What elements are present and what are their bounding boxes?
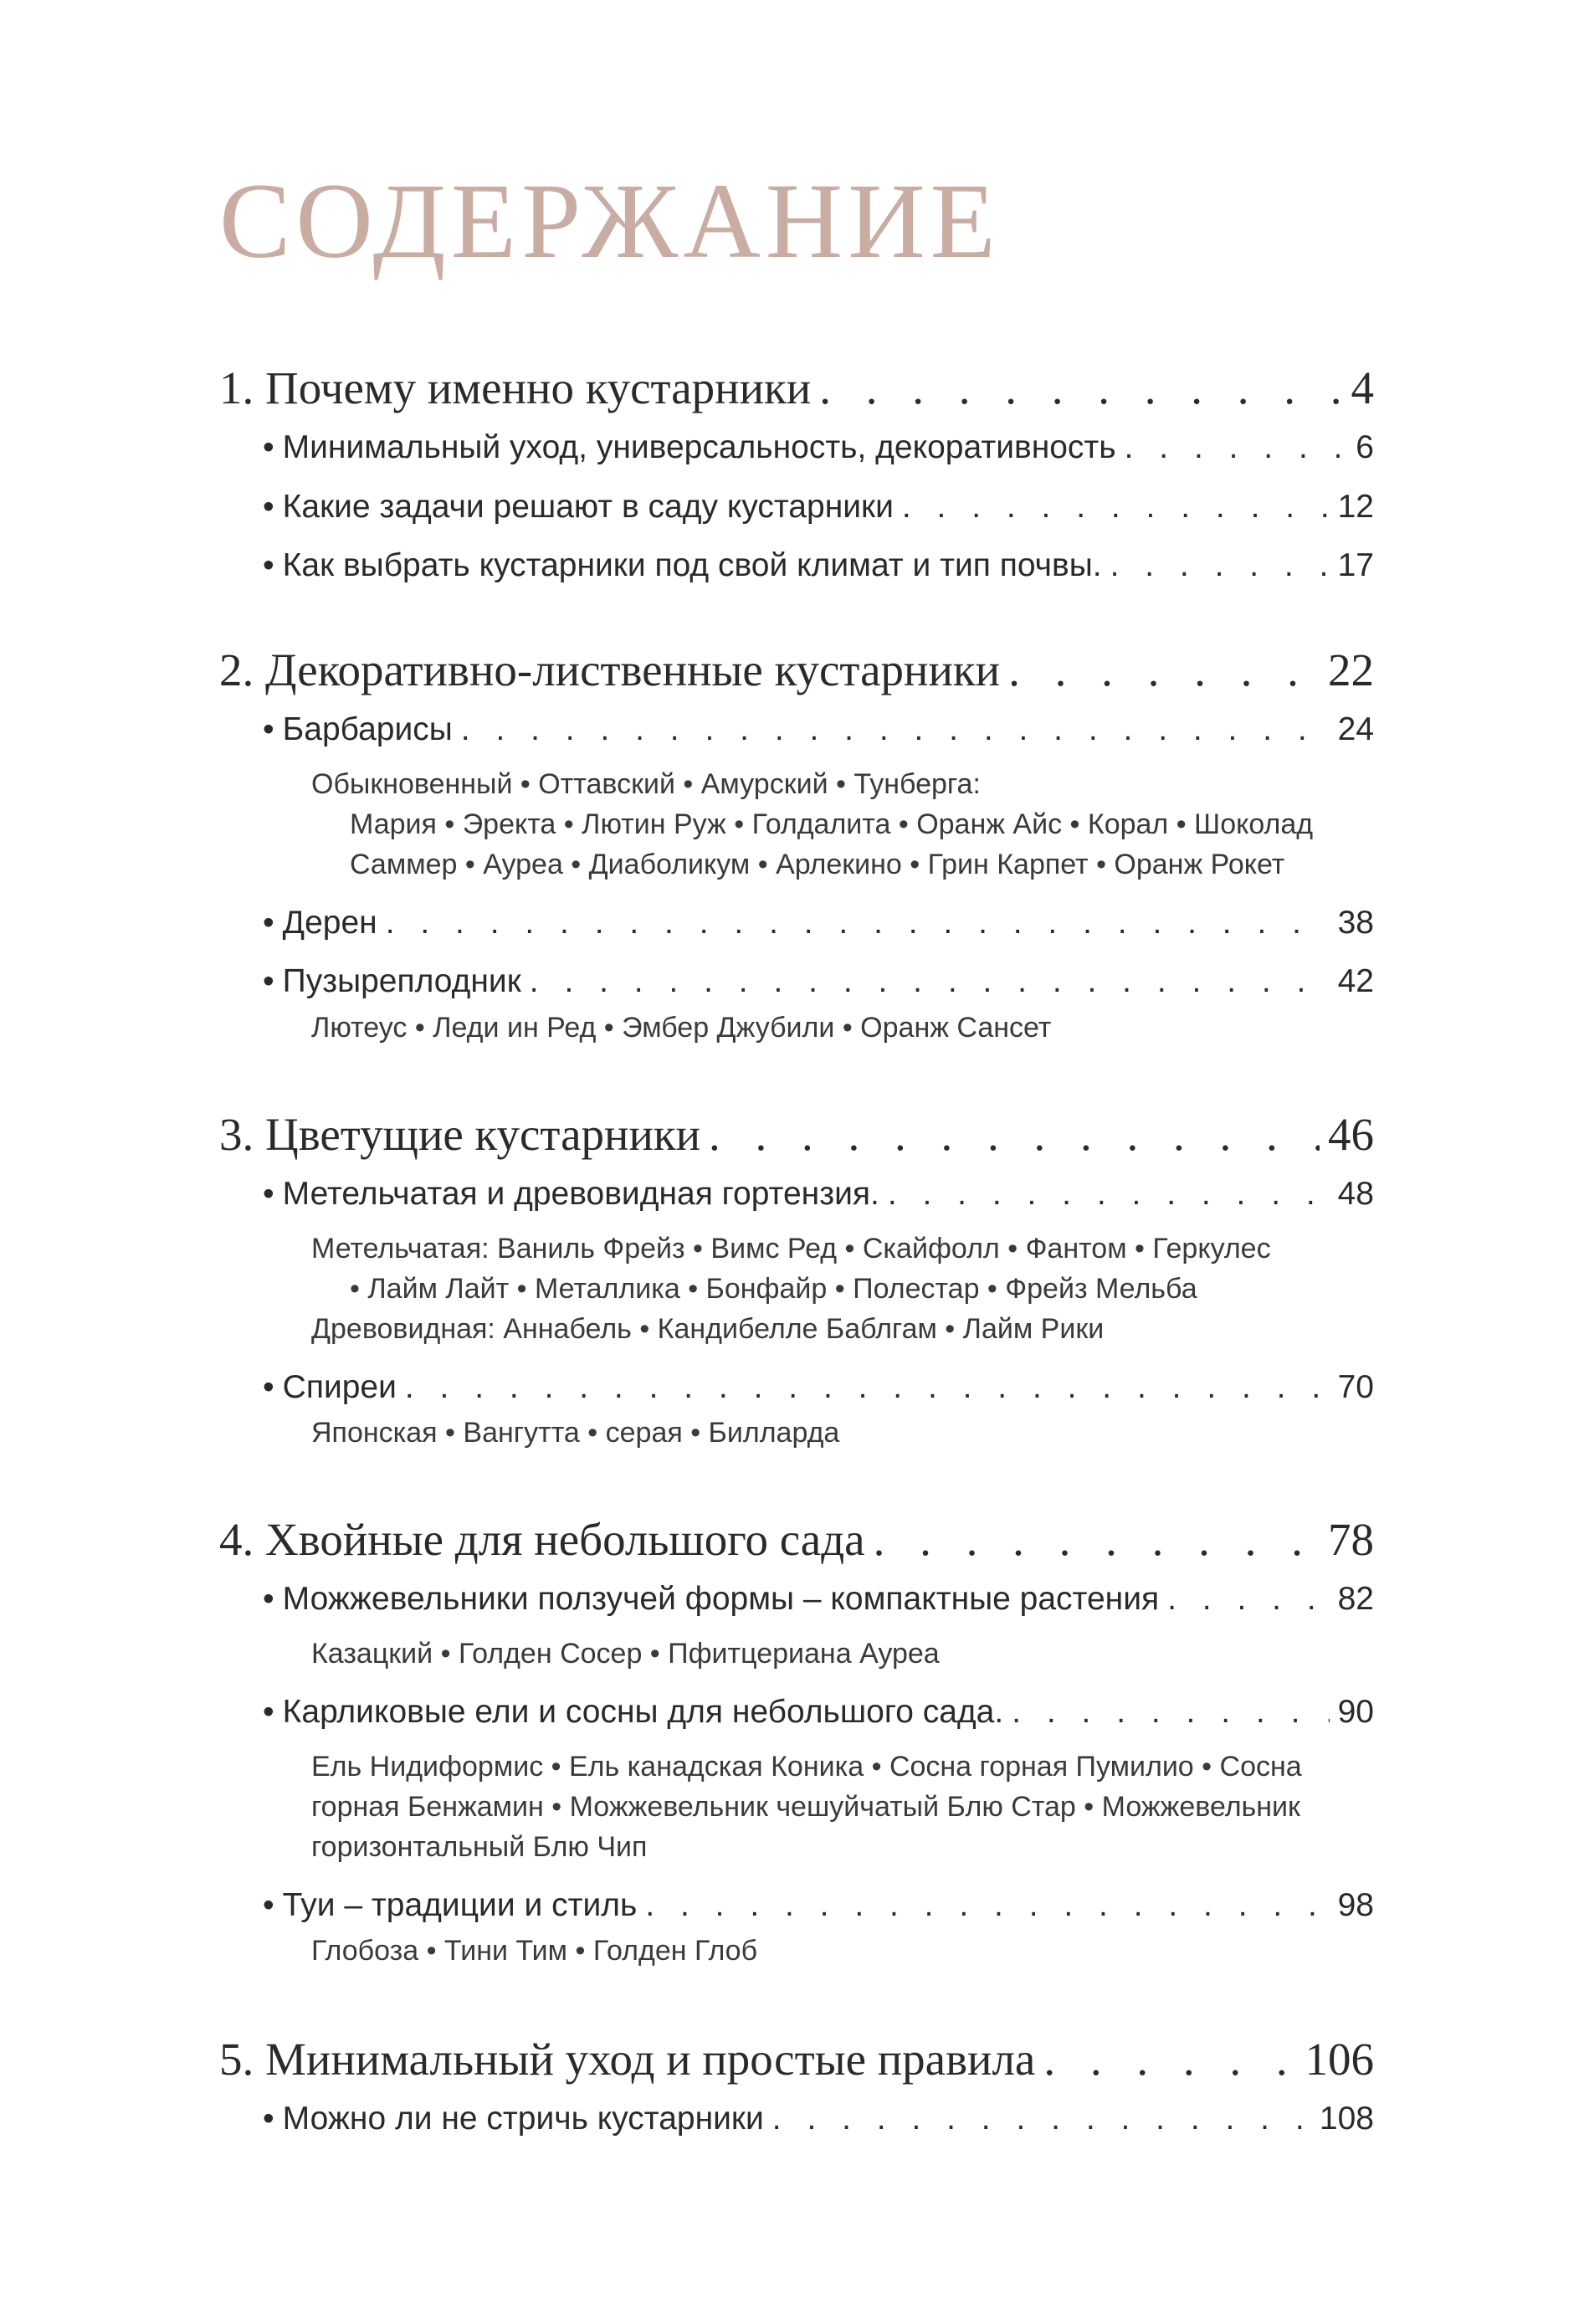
toc-section-5 <box>219 2031 1374 2140</box>
toc-item[interactable] <box>263 962 1374 1003</box>
dot-leader <box>772 2099 1311 2140</box>
variety-line: • Лайм Лайт • Металлика • Бонфайр • Полестар • Фрейз Мельба <box>350 1272 1197 1305</box>
section-page: 78 <box>1328 1514 1374 1566</box>
dot-leader <box>819 360 1342 418</box>
dot-leader <box>1012 1692 1329 1733</box>
dot-leader <box>386 903 1330 944</box>
item-page: 70 <box>1337 1368 1374 1405</box>
toc-section-1 <box>219 360 1374 587</box>
item-title: Барбарисы <box>282 711 453 747</box>
variety-line: горная Бенжамин • Можжевельник чешуйчатый Блю Стар • Можжевельник <box>311 1790 1300 1823</box>
dot-leader <box>1008 642 1320 700</box>
item-title: Какие задачи решают в саду кустарники <box>282 488 894 525</box>
section-heading[interactable] <box>219 642 1374 700</box>
section-heading[interactable] <box>219 360 1374 418</box>
section-number: 4. <box>219 1514 254 1566</box>
dot-leader <box>1043 2031 1296 2089</box>
toc-section-3 <box>219 1106 1374 1453</box>
variety-line: Обыкновенный • Оттавский • Амурский • Тунберга: <box>311 767 981 800</box>
dot-leader <box>405 1367 1330 1408</box>
toc-item[interactable] <box>263 710 1374 751</box>
section-page: 4 <box>1351 362 1374 413</box>
page-title: СОДЕРЖАНИЕ <box>219 162 1001 280</box>
item-page: 108 <box>1319 2101 1374 2137</box>
bullet-icon: • <box>263 1175 274 1212</box>
bullet-icon: • <box>263 963 274 1000</box>
variety-line: Саммер • Ауреа • Диаболикум • Арлекино • Грин Карпет • Оранж Рокет <box>350 848 1285 880</box>
section-page: 106 <box>1305 2034 1374 2085</box>
item-page: 42 <box>1337 963 1374 1000</box>
variety-list <box>311 1634 1374 1674</box>
item-title: Карликовые ели и сосны для небольшого сада. <box>282 1693 1004 1730</box>
item-page: 6 <box>1356 428 1374 465</box>
toc-item[interactable] <box>263 1885 1374 1926</box>
variety-list <box>311 1008 1374 1048</box>
toc-item[interactable] <box>263 1367 1374 1408</box>
variety-list <box>311 1931 1374 1971</box>
dot-leader <box>709 1106 1320 1164</box>
variety-line: Мария • Эректа • Лютин Руж • Голдалита • Оранж Айс • Корал • Шоколад <box>350 808 1314 840</box>
dot-leader <box>888 1174 1330 1215</box>
dot-leader <box>902 487 1330 528</box>
item-page: 24 <box>1337 711 1374 747</box>
toc-item[interactable] <box>263 487 1374 528</box>
section-title: Минимальный уход и простые правила <box>265 2034 1036 2085</box>
variety-line: Метельчатая: Ваниль Фрейз • Вимс Ред • Скайфолл • Фантом • Геркулес <box>311 1232 1271 1265</box>
bullet-icon: • <box>263 428 274 465</box>
toc-item[interactable] <box>263 2099 1374 2140</box>
section-title: Декоративно-лиственные кустарники <box>265 644 1001 695</box>
item-page: 90 <box>1337 1693 1374 1730</box>
variety-line: Древовидная: Аннабель • Кандибелле Баблгам • Лайм Рики <box>311 1312 1105 1345</box>
toc-section-2 <box>219 642 1374 1048</box>
variety-line: Лютеус • Леди ин Ред • Эмбер Джубили • Оранж Сансет <box>311 1012 1052 1044</box>
table-of-contents <box>219 360 1374 2140</box>
toc-item[interactable] <box>263 1579 1374 1620</box>
variety-line: Казацкий • Голден Сосер • Пфитцериана Ауреа <box>311 1637 940 1670</box>
item-title: Можжевельники ползучей формы – компактные растения <box>282 1581 1160 1617</box>
bullet-icon: • <box>263 711 274 747</box>
section-title: Цветущие кустарники <box>265 1109 701 1160</box>
section-number: 1. <box>219 362 254 413</box>
toc-section-4 <box>219 1511 1374 1971</box>
section-heading[interactable] <box>219 1511 1374 1569</box>
dot-leader <box>1167 1579 1329 1620</box>
item-title: Дерен <box>282 904 377 941</box>
toc-item[interactable] <box>263 1174 1374 1215</box>
dot-leader <box>645 1885 1329 1926</box>
bullet-icon: • <box>263 2101 274 2137</box>
variety-line: Ель Нидиформис • Ель канадская Коника • Сосна горная Пумилио • Сосна <box>311 1750 1302 1783</box>
section-heading[interactable] <box>219 2031 1374 2089</box>
dot-leader <box>530 962 1330 1003</box>
item-page: 17 <box>1337 547 1374 584</box>
item-page: 38 <box>1337 904 1374 941</box>
bullet-icon: • <box>263 488 274 525</box>
dot-leader <box>874 1511 1320 1569</box>
dot-leader <box>461 710 1330 751</box>
item-title: Можно ли не стричь кустарники <box>282 2101 764 2137</box>
variety-list <box>311 764 1374 885</box>
variety-line: Глобоза • Тини Тим • Голден Глоб <box>311 1935 758 1967</box>
variety-list <box>311 1747 1374 1867</box>
variety-list <box>311 1229 1374 1349</box>
variety-line: Японская • Вангутта • серая • Билларда <box>311 1417 840 1449</box>
item-page: 98 <box>1337 1886 1374 1923</box>
bullet-icon: • <box>263 1368 274 1405</box>
section-page: 46 <box>1328 1109 1374 1160</box>
item-title: Пузыреплодник <box>282 963 521 1000</box>
item-title: Как выбрать кустарники под свой климат и тип почвы. <box>282 547 1102 584</box>
section-number: 5. <box>219 2034 254 2085</box>
bullet-icon: • <box>263 1886 274 1923</box>
toc-item[interactable] <box>263 546 1374 587</box>
item-title: Минимальный уход, универсальность, декоративность <box>282 428 1116 465</box>
section-title: Почему именно кустарники <box>265 362 812 413</box>
item-title: Туи – традиции и стиль <box>282 1886 638 1923</box>
dot-leader <box>1125 428 1348 469</box>
item-page: 12 <box>1337 488 1374 525</box>
bullet-icon: • <box>263 1581 274 1617</box>
toc-item[interactable] <box>263 903 1374 944</box>
bullet-icon: • <box>263 547 274 584</box>
section-number: 3. <box>219 1109 254 1160</box>
item-page: 48 <box>1337 1175 1374 1212</box>
section-title: Хвойные для небольшого сада <box>265 1514 865 1566</box>
item-title: Спиреи <box>282 1368 397 1405</box>
section-heading[interactable] <box>219 1106 1374 1164</box>
item-title: Метельчатая и древовидная гортензия. <box>282 1175 879 1212</box>
variety-line: горизонтальный Блю Чип <box>311 1830 648 1863</box>
section-page: 22 <box>1328 644 1374 695</box>
bullet-icon: • <box>263 1693 274 1730</box>
variety-list <box>311 1413 1374 1453</box>
dot-leader <box>1110 546 1330 587</box>
toc-item[interactable] <box>263 428 1374 469</box>
toc-item[interactable] <box>263 1692 1374 1733</box>
section-number: 2. <box>219 644 254 695</box>
bullet-icon: • <box>263 904 274 941</box>
item-page: 82 <box>1337 1581 1374 1617</box>
